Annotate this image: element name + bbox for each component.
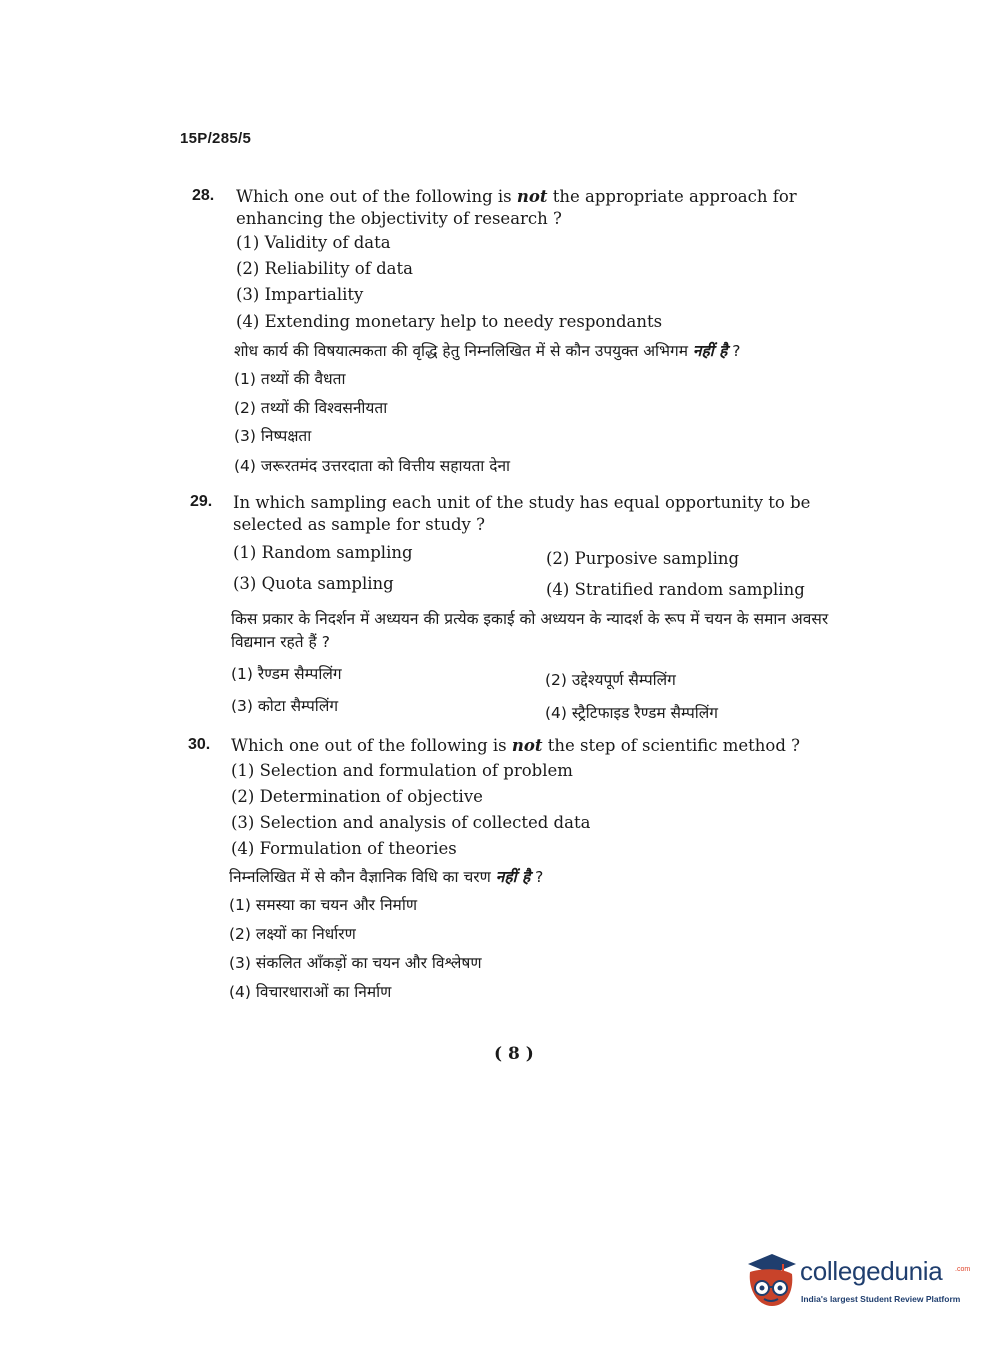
question-number: 28. (192, 187, 215, 204)
negation-emphasis: not (511, 736, 543, 755)
question-text: Which one out of the following is not the appropriate approach for enhancing the objectivity of research ? (236, 187, 797, 228)
question-text-hindi: शोध कार्य की विषयात्मकता की वृद्धि हेतु निम्नलिखित में से कौन उपयुक्त अभिगम नहीं है ? (234, 342, 741, 360)
option-hindi: (2) लक्ष्यों का निर्धारण (229, 925, 356, 943)
option-hindi: (2) उद्देश्यपूर्ण सैम्पलिंग (545, 671, 676, 689)
option: (1) Random sampling (233, 543, 413, 562)
option: (3) Impartiality (236, 285, 364, 304)
option: (1) Selection and formulation of problem (231, 761, 573, 780)
page-number: ( 8 ) (494, 1044, 534, 1064)
brand-tagline: India's largest Student Review Platform (801, 1294, 961, 1304)
question-number: 30. (188, 736, 211, 753)
option: (4) Formulation of theories (231, 839, 457, 858)
option-hindi: (4) स्ट्रैटिफाइड रैण्डम सैम्पलिंग (545, 704, 719, 722)
option-hindi: (4) विचारधाराओं का निर्माण (229, 983, 392, 1001)
question-text-hindi: निम्नलिखित में से कौन वैज्ञानिक विधि का चरण नहीं है ? (229, 868, 544, 886)
option: (2) Reliability of data (236, 259, 413, 278)
option: (3) Selection and analysis of collected data (231, 813, 591, 832)
question-text-hindi: किस प्रकार के निदर्शन में अध्ययन की प्रत्येक इकाई को अध्ययन के न्यादर्श के रूप में चयन के समान अवसर विद्यमान रहते हैं ? (231, 610, 829, 651)
question-number: 29. (190, 493, 213, 510)
question-text: Which one out of the following is not the step of scientific method ? (231, 736, 801, 755)
option-hindi: (2) तथ्यों की विश्वसनीयता (234, 399, 388, 417)
mascot-icon (742, 1250, 798, 1312)
paper-code: 15P/285/5 (180, 130, 252, 147)
option: (2) Determination of objective (231, 787, 483, 806)
option-hindi: (3) संकलित आँकड़ों का चयन और विश्लेषण (229, 954, 482, 972)
brand-logo (742, 1250, 972, 1312)
option: (2) Purposive sampling (546, 549, 740, 568)
option-hindi: (1) तथ्यों की वैधता (234, 370, 346, 388)
option-hindi: (1) समस्या का चयन और निर्माण (229, 896, 418, 914)
option-hindi: (3) कोटा सैम्पलिंग (231, 697, 339, 715)
brand-domain: .com (955, 1266, 971, 1273)
option: (3) Quota sampling (233, 574, 394, 593)
brand-name: collegedunia (800, 1256, 943, 1286)
option: (4) Extending monetary help to needy respondants (236, 312, 663, 331)
question-text: In which sampling each unit of the study has equal opportunity to be selected as sample for study ? (233, 493, 811, 534)
option-hindi: (4) जरूरतमंद उत्तरदाता को वित्तीय सहायता देना (234, 457, 511, 475)
option-hindi: (1) रैण्डम सैम्पलिंग (231, 665, 342, 683)
negation-emphasis: not (516, 187, 548, 206)
option: (4) Stratified random sampling (546, 580, 805, 599)
option: (1) Validity of data (236, 233, 391, 252)
option-hindi: (3) निष्पक्षता (234, 427, 312, 445)
